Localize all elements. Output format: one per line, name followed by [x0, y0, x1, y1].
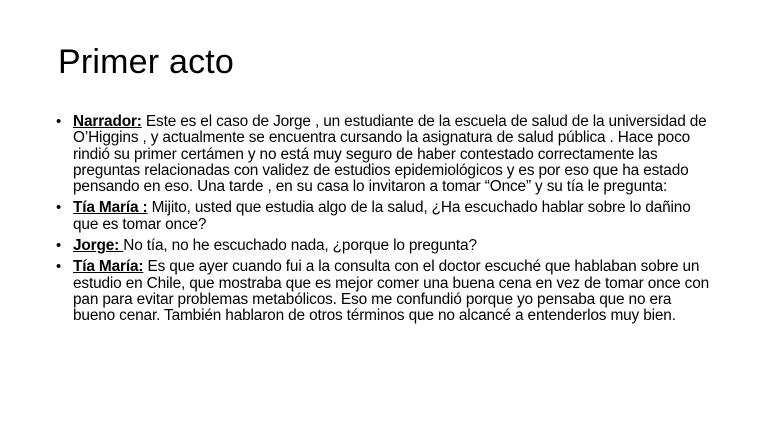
- dialogue-text: Mijito, usted que estudia algo de la salud, ¿Ha escuchado hablar sobre lo dañino que es tomar once?: [73, 199, 691, 233]
- bullet-icon: •: [56, 199, 62, 217]
- bullet-icon: •: [56, 237, 62, 255]
- slide-title: Primer acto: [58, 43, 235, 81]
- dialogue-text: Este es el caso de Jorge , un estudiante de la escuela de salud de la universidad de O’Higgins , y actualmente se encuentra cursando la asignatura de salud pública . Hace poco rindió su primer certámen y no está muy seguro de haber contestado correctamente las preguntas relacionadas con validez de estudios epidemiológicos y es por eso que ha estado pensando en eso. Una tarde , en su casa lo invitaron a tomar “Once” y su tía le pregunta:: [73, 113, 707, 196]
- speaker-label: Tía María :: [73, 199, 148, 217]
- list-item-narrador: [55, 114, 715, 195]
- speaker-label: Jorge:: [73, 237, 124, 255]
- speaker-label: Narrador:: [73, 113, 142, 130]
- bullet-icon: •: [56, 258, 62, 276]
- dialogue-list: [55, 114, 715, 330]
- dialogue-text: No tía, no he escuchado nada, ¿porque lo pregunta?: [123, 237, 477, 255]
- list-item-tia-maria-1: [55, 200, 715, 233]
- list-item-jorge: [55, 238, 715, 254]
- dialogue-text: Es que ayer cuando fui a la consulta con el doctor escuché que hablaban sobre un estudio en Chile, que mostraba que es mejor comer una buena cena en vez de tomar once con pan para evitar problemas metabólicos. Eso me confundió porque yo pensaba que no era bueno cenar. También hablaron de otros términos que no alcancé a entenderlos muy bien.: [73, 258, 710, 325]
- list-item-tia-maria-2: [55, 259, 715, 324]
- speaker-label: Tía María:: [73, 258, 144, 276]
- bullet-icon: •: [56, 113, 62, 130]
